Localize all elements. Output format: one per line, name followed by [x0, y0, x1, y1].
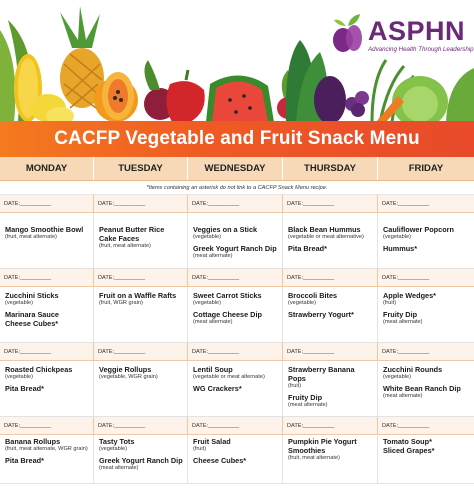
- date-field-wednesday: DATE:__________: [188, 417, 283, 435]
- snack-item-name: Sliced Grapes*: [383, 446, 435, 455]
- snack-item-component: (fruit, meat alternate): [99, 243, 151, 249]
- menu-table: [0, 157, 474, 492]
- snack-item-component: (vegetable): [193, 234, 221, 240]
- snack-item-name: Cheese Cubes*: [193, 455, 247, 465]
- date-field-wednesday: DATE:__________: [188, 195, 283, 213]
- snack-item-name: Pita Bread*: [5, 383, 44, 393]
- snack-item-name: Lentil Soup: [193, 365, 233, 374]
- header-produce-illustration: [0, 0, 474, 122]
- date-field-thursday: DATE:__________: [283, 195, 378, 213]
- date-field-tuesday: DATE:__________: [94, 195, 188, 213]
- date-field-friday: DATE:__________: [378, 195, 474, 213]
- menu-cell-friday: [378, 213, 474, 269]
- menu-cell-friday: [378, 435, 474, 484]
- snack-item-name: Tomato Soup*: [383, 437, 432, 446]
- page-title: CACFP Vegetable and Fruit Snack Menu: [54, 128, 420, 149]
- date-field-friday: DATE:__________: [378, 269, 474, 287]
- day-header-row: [0, 157, 474, 181]
- snack-item-name: WG Crackers*: [193, 383, 242, 393]
- snack-item-name: Fruit Salad: [193, 437, 231, 446]
- menu-cell-wednesday: [188, 213, 283, 269]
- snack-item-name: Broccoli Bites: [288, 291, 338, 300]
- menu-cell-monday: [0, 435, 94, 484]
- snack-item-component: (meat alternate): [193, 318, 233, 325]
- snack-item-name: Greek Yogurt Ranch Dip: [99, 455, 183, 465]
- snack-item-name: Peanut Butter Rice Cake Faces: [99, 225, 165, 243]
- snack-item-name: Fruit on a Waffle Rafts: [99, 291, 177, 300]
- date-field-monday: DATE:__________: [0, 195, 94, 213]
- day-header-wednesday: WEDNESDAY: [188, 157, 283, 180]
- week-row: [0, 343, 474, 417]
- snack-item-name: Greek Yogurt Ranch Dip: [193, 243, 277, 253]
- snack-item-name: Banana Rollups: [5, 437, 61, 446]
- week-row: [0, 269, 474, 343]
- snack-item-name: Zucchini Rounds: [383, 365, 443, 374]
- day-header-friday: FRIDAY: [408, 163, 444, 174]
- menu-cell-thursday: [283, 435, 378, 484]
- menu-cell-friday: [378, 361, 474, 417]
- snack-item-component: (vegetable): [383, 234, 411, 240]
- snack-item-component: (vegetable or meat alternate): [193, 374, 265, 380]
- menu-cell-friday: [378, 287, 474, 343]
- snack-item-component: (vegetable): [288, 300, 316, 306]
- menu-cell-tuesday: [94, 287, 188, 343]
- day-header-tuesday: TUESDAY: [94, 157, 188, 180]
- snack-item-name: Veggies on a Stick: [193, 225, 258, 234]
- date-field-monday: DATE:__________: [0, 417, 94, 435]
- snack-item-component: (fruit, WGR grain): [99, 300, 143, 306]
- day-header-monday: MONDAY: [0, 157, 94, 180]
- date-field-wednesday: DATE:__________: [188, 269, 283, 287]
- menu-weeks: [0, 195, 474, 484]
- snack-item-component: (vegetable, WGR grain): [99, 374, 158, 380]
- menu-cell-tuesday: [94, 213, 188, 269]
- day-header-thursday: THURSDAY: [283, 157, 378, 180]
- brand-name: ASPHN: [368, 16, 466, 46]
- menu-cell-thursday: [283, 361, 378, 417]
- snack-item-component: (fruit, meat alternate): [5, 234, 57, 240]
- menu-cell-tuesday: [94, 361, 188, 417]
- snack-item-name: Fruity Dip: [288, 392, 323, 402]
- menu-cell-wednesday: [188, 361, 283, 417]
- snack-item-name: Apple Wedges*: [383, 291, 436, 300]
- snack-item-name: Zucchini Sticks: [5, 291, 59, 300]
- week-row: [0, 195, 474, 269]
- date-field-friday: DATE:__________: [378, 417, 474, 435]
- snack-item-component: (vegetable): [5, 300, 33, 306]
- menu-cell-thursday: [283, 213, 378, 269]
- date-field-tuesday: DATE:__________: [94, 269, 188, 287]
- snack-item-name: Marinara Sauce: [5, 309, 59, 319]
- snack-item-component: (fruit): [193, 446, 207, 452]
- snack-item-name: Sweet Carrot Sticks: [193, 291, 262, 300]
- date-field-wednesday: DATE:__________: [188, 343, 283, 361]
- menu-title-bar: [0, 121, 474, 157]
- snack-item-component: (meat alternate): [383, 392, 423, 399]
- snack-item-component: (meat alternate): [99, 464, 139, 471]
- date-field-monday: DATE:__________: [0, 269, 94, 287]
- snack-item-name: Pita Bread*: [5, 455, 44, 465]
- snack-item-name: Hummus*: [383, 243, 418, 253]
- snack-item-name: Black Bean Hummus: [288, 225, 361, 234]
- date-field-thursday: DATE:__________: [283, 269, 378, 287]
- snack-item-name: Cottage Cheese Dip: [193, 309, 262, 319]
- snack-item-component: (fruit, meat alternate): [288, 455, 340, 461]
- snack-item-name: Veggie Rollups: [99, 365, 152, 374]
- snack-item-name: Pumpkin Pie Yogurt Smoothies: [288, 437, 357, 455]
- menu-cell-wednesday: [188, 287, 283, 343]
- snack-item-component: (fruit, meat alternate, WGR grain): [5, 446, 88, 452]
- snack-item-component: (meat alternate): [193, 252, 233, 259]
- date-field-tuesday: DATE:__________: [94, 417, 188, 435]
- snack-item-component: (vegetable): [193, 300, 221, 306]
- snack-item-component: (fruit): [383, 300, 397, 306]
- snack-item-name: Strawberry Banana Pops: [288, 365, 355, 383]
- menu-cell-thursday: [283, 287, 378, 343]
- snack-item-name: White Bean Ranch Dip: [383, 383, 461, 393]
- snack-item-name: Tasty Tots: [99, 437, 135, 446]
- asphn-logo: [330, 12, 474, 62]
- snack-item-component: (vegetable): [99, 446, 127, 452]
- date-field-thursday: DATE:__________: [283, 417, 378, 435]
- snack-item-component: (vegetable or meat alternative): [288, 234, 364, 240]
- menu-cell-monday: [0, 361, 94, 417]
- brand-tagline: Advancing Health Through Leadership: [368, 46, 474, 53]
- date-field-monday: DATE:__________: [0, 343, 94, 361]
- snack-item-name: Cauliflower Popcorn: [383, 225, 454, 234]
- snack-item-name: Fruity Dip: [383, 309, 418, 319]
- menu-cell-monday: [0, 287, 94, 343]
- menu-cell-tuesday: [94, 435, 188, 484]
- menu-cell-wednesday: [188, 435, 283, 484]
- week-row: [0, 417, 474, 484]
- date-field-tuesday: DATE:__________: [94, 343, 188, 361]
- snack-item-name: Strawberry Yogurt*: [288, 309, 354, 319]
- asterisk-footnote: *Items containing an asterisk do not link to a CACFP Snack Menu recipe.: [0, 181, 474, 195]
- snack-item-component: (vegetable): [383, 374, 411, 380]
- date-field-thursday: DATE:__________: [283, 343, 378, 361]
- menu-cell-monday: [0, 213, 94, 269]
- snack-item-component: (vegetable): [5, 374, 33, 380]
- snack-item-name: Roasted Chickpeas: [5, 365, 73, 374]
- date-field-friday: DATE:__________: [378, 343, 474, 361]
- produce-logo-icon: [330, 12, 368, 54]
- snack-item-name: Cheese Cubes*: [5, 318, 59, 328]
- snack-item-component: (fruit): [288, 383, 302, 389]
- snack-item-name: Mango Smoothie Bowl: [5, 225, 84, 234]
- snack-item-component: (meat alternate): [288, 401, 328, 408]
- snack-item-component: (meat alternate): [383, 318, 423, 325]
- snack-item-name: Pita Bread*: [288, 243, 327, 253]
